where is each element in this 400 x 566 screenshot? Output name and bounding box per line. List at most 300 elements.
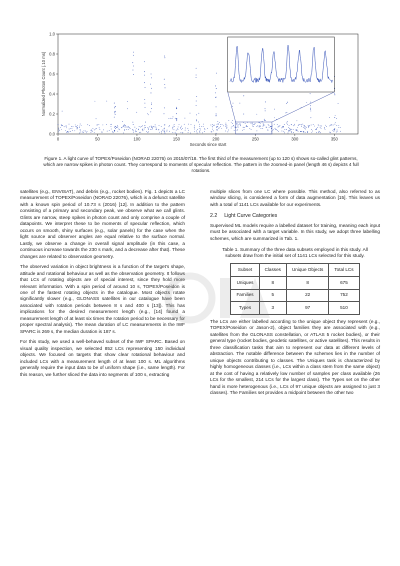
light-curve-point: [287, 124, 288, 125]
light-curve-point: [129, 127, 130, 128]
glint-point: [133, 124, 134, 125]
light-curve-point: [70, 128, 71, 129]
light-curve-point: [259, 127, 260, 128]
light-curve-point: [240, 124, 241, 125]
light-curve-point: [301, 107, 302, 108]
glint-point: [144, 75, 145, 76]
glint-point: [114, 117, 115, 118]
light-curve-point: [284, 124, 285, 125]
light-curve-point: [201, 126, 202, 127]
light-curve-point: [148, 128, 149, 129]
glint-point: [243, 95, 244, 96]
glint-point: [216, 88, 217, 89]
light-curve-point: [112, 132, 113, 133]
light-curve-point: [188, 124, 189, 125]
light-curve-point: [82, 132, 83, 133]
light-curve-point: [66, 125, 67, 126]
light-curve-point: [156, 129, 157, 130]
light-curve-point: [85, 131, 86, 132]
light-curve-point: [253, 126, 254, 127]
glint-point: [151, 88, 152, 89]
glint-point: [196, 120, 197, 121]
light-curve-point: [338, 103, 339, 104]
glint-point: [164, 56, 165, 57]
glint-point: [334, 129, 335, 130]
light-curve-point: [321, 126, 322, 127]
light-curve-point: [204, 128, 205, 129]
glint-point: [216, 115, 217, 116]
light-curve-point: [315, 129, 316, 130]
light-curve-point: [58, 131, 59, 132]
light-curve-point: [305, 129, 306, 130]
light-curve-point: [289, 128, 290, 129]
y-tick-label: 0.0: [49, 131, 55, 137]
light-curve-point: [103, 130, 104, 131]
light-curve-point: [278, 131, 279, 132]
glint-point: [334, 129, 335, 130]
light-curve-point: [164, 125, 165, 126]
light-curve-point: [313, 124, 314, 125]
light-curve-point: [244, 127, 245, 128]
light-curve-point: [133, 130, 134, 131]
light-curve-point: [162, 130, 163, 131]
light-curve-point: [251, 129, 252, 130]
light-curve-point: [225, 125, 226, 126]
light-curve-point: [125, 127, 126, 128]
glint-point: [144, 125, 145, 126]
light-curve-point: [307, 131, 308, 132]
light-curve-point: [292, 129, 293, 130]
light-curve-point: [304, 126, 305, 127]
light-curve-point: [268, 130, 269, 131]
light-curve-point: [303, 131, 304, 132]
light-curve-point: [202, 133, 203, 134]
light-curve-point: [75, 125, 76, 126]
light-curve-point: [271, 131, 272, 132]
light-curve-point: [263, 126, 264, 127]
light-curve-point: [173, 116, 174, 117]
y-tick-label: 0.6: [49, 71, 55, 77]
light-curve-point: [149, 127, 150, 128]
light-curve-point: [66, 127, 67, 128]
light-curve-point: [164, 132, 165, 133]
light-curve-point: [84, 131, 85, 132]
light-curve-point: [298, 131, 299, 132]
light-curve-point: [185, 128, 186, 129]
light-curve-point: [203, 126, 204, 127]
light-curve-point: [320, 125, 321, 126]
light-curve-point: [172, 129, 173, 130]
light-curve-point: [114, 130, 115, 131]
light-curve-point: [117, 126, 118, 127]
light-curve-point: [164, 128, 165, 129]
table-cell: 510: [329, 302, 359, 315]
light-curve-point: [213, 130, 214, 131]
glint-point: [164, 131, 165, 132]
light-curve-point: [151, 126, 152, 127]
light-curve-point: [237, 130, 238, 131]
y-tick-label: 0.8: [49, 51, 55, 57]
light-curve-point: [179, 124, 180, 125]
glint-point: [114, 111, 115, 112]
light-curve-point: [274, 117, 275, 118]
light-curve-point: [94, 132, 95, 133]
light-curve-point: [124, 125, 125, 126]
table-header-cell: Classes: [259, 264, 286, 277]
light-curve-point: [124, 129, 125, 130]
light-curve-point: [86, 132, 87, 133]
light-curve-point: [308, 126, 309, 127]
light-curve-point: [256, 126, 257, 127]
light-curve-point: [217, 124, 218, 125]
table-header-row: [231, 264, 359, 277]
light-curve-point: [140, 132, 141, 133]
light-curve-point: [288, 130, 289, 131]
light-curve-point: [226, 124, 227, 125]
light-curve-point: [138, 129, 139, 130]
glint-point: [334, 128, 335, 129]
zoom-connector: [228, 92, 236, 122]
glint-point: [334, 93, 335, 94]
glint-point: [196, 131, 197, 132]
x-axis-label: Seconds since start: [189, 142, 227, 147]
light-curve-point: [291, 124, 292, 125]
glint-point: [145, 103, 146, 104]
light-curve-point: [218, 128, 219, 129]
light-curve-point: [269, 125, 270, 126]
light-curve-point: [152, 128, 153, 129]
x-tick-label: 200: [212, 136, 220, 142]
light-curve-point: [187, 128, 188, 129]
light-curve-point: [233, 125, 234, 126]
light-curve-point: [325, 125, 326, 126]
glint-point: [165, 87, 166, 88]
x-tick-label: 350: [330, 136, 338, 142]
light-curve-point: [339, 127, 340, 128]
light-curve-point: [205, 129, 206, 130]
light-curve-point: [106, 124, 107, 125]
light-curve-point: [76, 126, 77, 127]
light-curve-point: [111, 129, 112, 130]
light-curve-point: [289, 125, 290, 126]
glint-point: [145, 122, 146, 123]
light-curve-point: [178, 127, 179, 128]
light-curve-point: [294, 125, 295, 126]
light-curve-point: [301, 126, 302, 127]
light-curve-point: [150, 129, 151, 130]
section-number: 2.2: [210, 212, 218, 219]
glint-point: [215, 97, 216, 98]
glint-point: [216, 73, 217, 74]
table-cell: 3: [259, 302, 286, 315]
light-curve-point: [320, 127, 321, 128]
light-curve-point: [110, 124, 111, 125]
light-curve-point: [62, 125, 63, 126]
light-curve-point: [148, 129, 149, 130]
light-curve-point: [178, 129, 179, 130]
light-curve-point: [334, 131, 335, 132]
light-curve-point: [139, 126, 140, 127]
light-curve-point: [288, 133, 289, 134]
light-curve-point: [318, 124, 319, 125]
table-row: [231, 302, 359, 315]
glint-point: [133, 132, 134, 133]
light-curve-point: [147, 113, 148, 114]
table-header-cell: Subset: [231, 264, 259, 277]
light-curve-point: [222, 124, 223, 125]
glint-point: [150, 112, 151, 113]
light-curve-point: [262, 128, 263, 129]
light-curve-point: [288, 127, 289, 128]
glint-point: [334, 94, 335, 95]
light-curve-point: [338, 125, 339, 126]
section-title: Light Curve Categories: [224, 212, 278, 219]
light-curve-point: [127, 108, 128, 109]
x-tick-label: 300: [291, 136, 299, 142]
light-curve-point: [227, 132, 228, 133]
glint-point: [165, 133, 166, 134]
light-curve-point: [266, 127, 267, 128]
light-curve-point: [334, 130, 335, 131]
light-curve-point: [135, 131, 136, 132]
light-curve-point: [124, 130, 125, 131]
light-curve-point: [77, 127, 78, 128]
light-curve-point: [246, 126, 247, 127]
glint-point: [144, 61, 145, 62]
glint-point: [215, 93, 216, 94]
light-curve-point: [316, 129, 317, 130]
light-curve-point: [77, 125, 78, 126]
light-curve-point: [306, 102, 307, 103]
light-curve-point: [91, 132, 92, 133]
light-curve-point: [190, 113, 191, 114]
light-curve-point: [232, 123, 233, 124]
light-curve-point: [299, 124, 300, 125]
glint-point: [133, 66, 134, 67]
light-curve-point: [336, 132, 337, 133]
light-curve-point: [128, 129, 129, 130]
light-curve-point: [279, 126, 280, 127]
light-curve-point: [236, 123, 237, 124]
glint-point: [176, 130, 177, 131]
glint-point: [176, 120, 177, 121]
light-curve-point: [80, 132, 81, 133]
light-curve-point: [128, 127, 129, 128]
light-curve-point: [74, 130, 75, 131]
light-curve-point: [89, 125, 90, 126]
light-curve-point: [263, 124, 264, 125]
light-curve-point: [197, 133, 198, 134]
light-curve-point: [316, 132, 317, 133]
light-curve-point: [153, 126, 154, 127]
glint-point: [196, 120, 197, 121]
light-curve-point: [121, 127, 122, 128]
light-curve-point: [301, 125, 302, 126]
light-curve-point: [136, 128, 137, 129]
light-curve-point: [181, 132, 182, 133]
light-curve-figure: [38, 28, 368, 148]
light-curve-point: [169, 126, 170, 127]
light-curve-point: [69, 129, 70, 130]
glint-point: [145, 107, 146, 108]
light-curve-point: [218, 124, 219, 125]
light-curve-point: [305, 132, 306, 133]
light-curve-point: [69, 131, 70, 132]
light-curve-point: [216, 127, 217, 128]
light-curve-point: [291, 132, 292, 133]
light-curve-point: [165, 125, 166, 126]
light-curve-point: [123, 133, 124, 134]
light-curve-point: [251, 123, 252, 124]
light-curve-point: [302, 131, 303, 132]
light-curve-point: [199, 128, 200, 129]
light-curve-point: [180, 127, 181, 128]
light-curve-point: [94, 130, 95, 131]
glint-point: [164, 128, 165, 129]
glint-point: [145, 87, 146, 88]
glint-point: [176, 133, 177, 134]
glint-point: [133, 70, 134, 71]
light-curve-point: [64, 126, 65, 127]
light-curve-point: [125, 125, 126, 126]
light-curve-point: [335, 122, 336, 123]
figure-caption: Figure 1. A light curve of TOPEX/Poseidon (NORAD 22076) on 2015/07/18. The first third of the measurement (up to 120 s) shows so-called glint patterns, which are narrow spikes in photon count. They correspond to moments of specular reflection. The pattern in the zoomed-in panel (length 46 s) depicts 4 full rotations.: [43, 156, 359, 174]
light-curve-point: [156, 128, 157, 129]
light-curve-point: [255, 123, 256, 124]
light-curve-point: [80, 124, 81, 125]
glint-point: [115, 106, 116, 107]
light-curve-point: [225, 131, 226, 132]
light-curve-point: [237, 127, 238, 128]
light-curve-point: [337, 131, 338, 132]
light-curve-point: [91, 130, 92, 131]
light-curve-point: [142, 129, 143, 130]
light-curve-point: [77, 127, 78, 128]
glint-point: [144, 71, 145, 72]
light-curve-point: [253, 124, 254, 125]
light-curve-point: [289, 130, 290, 131]
light-curve-point: [174, 126, 175, 127]
glint-point: [264, 119, 265, 120]
glint-point: [144, 99, 145, 100]
glint-point: [132, 129, 133, 130]
light-curve-point: [225, 126, 226, 127]
light-curve-point: [81, 125, 82, 126]
light-curve-point: [144, 129, 145, 130]
light-curve-point: [252, 124, 253, 125]
light-curve-point: [199, 126, 200, 127]
light-curve-point: [273, 129, 274, 130]
light-curve-point: [319, 131, 320, 132]
glint-point: [144, 82, 145, 83]
glint-point: [151, 74, 152, 75]
light-curve-point: [155, 127, 156, 128]
light-curve-point: [257, 125, 258, 126]
light-curve-point: [161, 133, 162, 134]
light-curve-point: [72, 130, 73, 131]
glint-point: [151, 77, 152, 78]
light-curve-point: [184, 124, 185, 125]
light-curve-point: [179, 99, 180, 100]
light-curve-point: [109, 130, 110, 131]
glint-point: [287, 121, 288, 122]
glint-point: [115, 128, 116, 129]
light-curve-point: [311, 129, 312, 130]
light-curve-point: [159, 125, 160, 126]
light-curve-point: [252, 123, 253, 124]
light-curve-point: [340, 127, 341, 128]
light-curve-point: [182, 128, 183, 129]
glint-point: [164, 113, 165, 114]
light-curve-point: [285, 129, 286, 130]
light-curve-point: [212, 124, 213, 125]
light-curve-point: [185, 130, 186, 131]
light-curve-point: [252, 126, 253, 127]
light-curve-point: [175, 132, 176, 133]
light-curve-point: [114, 127, 115, 128]
table-cell: 97: [286, 302, 328, 315]
light-curve-point: [227, 125, 228, 126]
glint-point: [264, 120, 265, 121]
right-column: [210, 189, 380, 401]
light-curve-point: [61, 124, 62, 125]
light-curve-point: [95, 129, 96, 130]
light-curve-point: [256, 114, 257, 115]
light-curve-point: [276, 129, 277, 130]
light-curve-point: [308, 125, 309, 126]
x-tick-label: 250: [251, 136, 259, 142]
light-curve-point: [211, 131, 212, 132]
light-curve-point: [308, 127, 309, 128]
light-curve-point: [245, 123, 246, 124]
light-curve-point: [172, 132, 173, 133]
light-curve-point: [69, 124, 70, 125]
glint-point: [176, 113, 177, 114]
y-tick-label: 0.4: [49, 91, 55, 97]
glint-point: [265, 108, 266, 109]
glint-point: [151, 108, 152, 109]
glint-point: [286, 123, 287, 124]
glint-point: [310, 117, 311, 118]
light-curve-point: [58, 124, 59, 125]
light-curve-point: [167, 131, 168, 132]
table-row: [231, 289, 359, 302]
glint-point: [151, 127, 152, 128]
light-curve-point: [198, 122, 199, 123]
light-curve-point: [92, 131, 93, 132]
light-curve-point: [234, 130, 235, 131]
light-curve-point: [326, 126, 327, 127]
glint-point: [196, 77, 197, 78]
light-curve-point: [293, 132, 294, 133]
light-curve-point: [247, 126, 248, 127]
light-curve-point: [174, 124, 175, 125]
light-curve-point: [58, 128, 59, 129]
light-curve-point: [317, 127, 318, 128]
light-curve-point: [305, 127, 306, 128]
light-curve-point: [217, 121, 218, 122]
light-curve-point: [254, 124, 255, 125]
glint-point: [176, 107, 177, 108]
glint-point: [196, 75, 197, 76]
light-curve-point: [293, 125, 294, 126]
zoom-source-region: [236, 122, 272, 134]
light-curve-point: [297, 127, 298, 128]
light-curve-point: [188, 132, 189, 133]
light-curve-point: [126, 129, 127, 130]
glint-point: [132, 62, 133, 63]
light-curve-point: [282, 131, 283, 132]
